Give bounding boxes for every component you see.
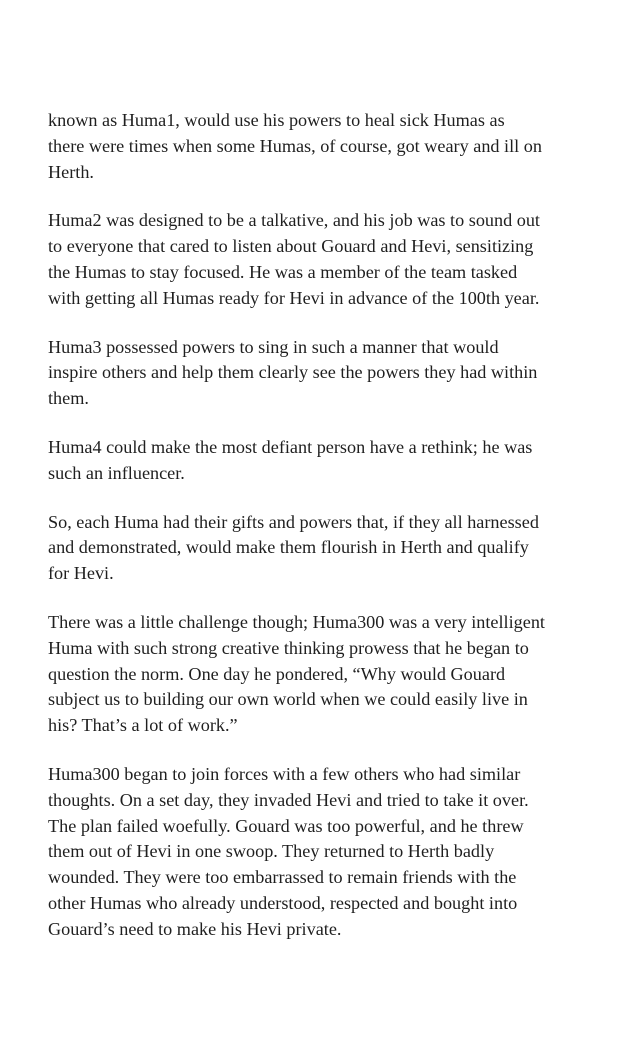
paragraph-gifts-and-powers: So, each Huma had their gifts and powers that, if they all harnessed and demonstrated, would make them flourish in Herth and qualify for Hevi. bbox=[48, 511, 539, 584]
document-page bbox=[48, 108, 596, 966]
paragraph-huma1: known as Huma1, would use his powers to heal sick Humas as there were times when some Humas, of course, got weary and ill on Herth. bbox=[48, 110, 542, 182]
paragraph-huma3: Huma3 possessed powers to sing in such a manner that would inspire others and help them clearly see the powers they had within them. bbox=[48, 336, 538, 409]
paragraph-huma2: Huma2 was designed to be a talkative, and his job was to sound out to everyone that cared to listen about Gouard and Hevi, sensitizing the Humas to stay focused. He was a member of the team tasked with getting all Humas ready for Hevi in advance of the 100th year. bbox=[48, 210, 540, 308]
paragraph-invasion-of-hevi: Huma300 began to join forces with a few others who had similar thoughts. On a set day, they invaded Hevi and tried to take it over. The plan failed woefully. Gouard was too powerful, and he threw them out of Hevi in one swoop. They returned to Herth badly wounded. They were too embarrassed to remain friends with the other Humas who already understood, respected and bought into Gouard’s need to make his Hevi private. bbox=[48, 763, 529, 939]
paragraph-huma4: Huma4 could make the most defiant person have a rethink; he was such an influencer. bbox=[48, 436, 533, 483]
paragraph-huma300-challenge: There was a little challenge though; Huma300 was a very intelligent Huma with such strong creative thinking prowess that he began to question the norm. One day he pondered, “Why would Gouard subject us to building our own world when we could easily live in his? That’s a lot of work.” bbox=[48, 611, 545, 736]
